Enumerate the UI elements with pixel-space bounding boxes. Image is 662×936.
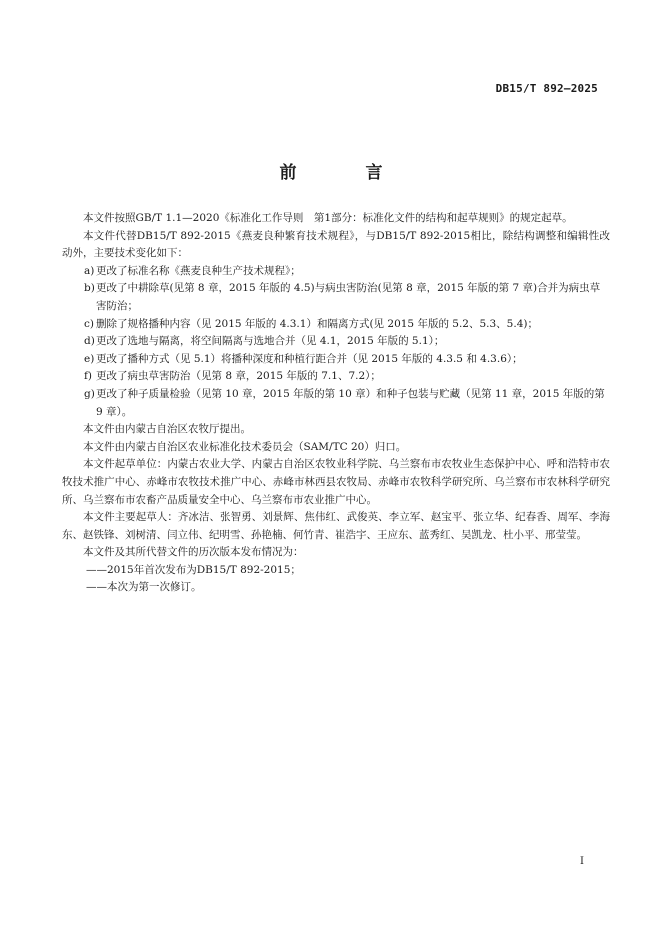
list-item [62, 263, 610, 281]
paragraph-proposer: 本文件由内蒙古自治区农牧厅提出。 [83, 423, 251, 436]
list-marker: b) [84, 282, 95, 295]
paragraph-replacement: 本文件代替DB15/T 892-2015《燕麦良种繁育技术规程》，与DB15/T 892-2015相比，除结构调整和编辑性改动外，主要技术变化如下： [62, 229, 610, 260]
list-item-text: 更改了中耕除草(见第 8 章，2015 年版的 4.5)与病虫害防治(见第 8 章，2015 年版的第 7 章)合并为病虫草害防治； [96, 282, 601, 312]
list-marker: e) [84, 352, 95, 365]
paragraph-drafting-units: 本文件起草单位：内蒙古农业大学、内蒙古自治区农牧业科学院、乌兰察布市农牧业生态保护中心、呼和浩特市农牧技术推广中心、赤峰市农牧技术推广中心、赤峰市林西县农牧局、赤峰市农牧科学研究所、乌兰察布市农林科学研究所、乌兰察布市农畜产品质量安全中心、乌兰察布市农业推广中心。 [62, 458, 610, 506]
list-marker: a) [84, 264, 95, 277]
list-item-text: 更改了种子质量检验（见第 10 章，2015 年版的第 10 章）和种子包装与贮藏（见第 11 章，2015 年版的第 9 章）。 [96, 387, 605, 418]
list-item-text: 删除了规格播种内容（见 2015 年版的 4.3.1）和隔离方式(见 2015 年版的 5.2、5.3、5.4)； [96, 317, 538, 330]
list-marker: d) [84, 335, 95, 348]
list-item-text: 更改了病虫草害防治（见第 8 章，2015 年版的 7.1、7.2）； [96, 370, 381, 383]
list-item [62, 333, 610, 351]
list-item-text: 更改了播种方式（见 5.1）将播种深度和种植行距合并（见 2015 年版的 4.3.5 和 4.3.6）； [96, 352, 523, 365]
list-item [62, 368, 610, 386]
list-marker: g) [84, 387, 95, 400]
paragraph-history-intro: 本文件及其所代替文件的历次版本发布情况为： [83, 546, 304, 559]
change-list [62, 263, 610, 421]
list-item [62, 316, 610, 334]
list-item-text: 更改了选地与隔离，将空间隔离与选地合并（见 4.1，2015 年版的 5.1）； [96, 335, 445, 348]
history-item: ——本次为第一次修订。 [86, 581, 202, 594]
paragraph-technical-committee: 本文件由内蒙古自治区农业标准化技术委员会（SAM/TC 20）归口。 [83, 440, 407, 453]
paragraph-drafting-rules: 本文件按照GB/T 1.1—2020《标准化工作导则 第1部分：标准化文件的结构和起草规则》的规定起草。 [83, 212, 573, 224]
document-code: DB15/T 892—2025 [495, 82, 598, 95]
list-item [62, 351, 610, 369]
history-item: ——2015年首次发布为DB15/T 892-2015； [86, 563, 301, 576]
list-item-text: 更改了标准名称《燕麦良种生产技术规程》； [96, 264, 301, 277]
list-marker: c) [84, 317, 94, 330]
list-item [62, 386, 610, 421]
list-marker: f) [84, 370, 92, 383]
list-item [62, 280, 610, 315]
page-number: I [580, 856, 584, 867]
page-title: 前 言 [279, 163, 409, 183]
paragraph-drafters: 本文件主要起草人：齐冰洁、张智勇、刘景辉、焦伟红、武俊英、李立军、赵宝平、张立华、纪春香、周军、李海东、赵铁锋、刘树清、闫立伟、纪明雪、孙艳楠、何竹青、崔浩宇、王应东、蓝秀红、吴凯龙、杜小平、邢莹莹。 [62, 511, 610, 541]
foreword-body [62, 210, 610, 597]
